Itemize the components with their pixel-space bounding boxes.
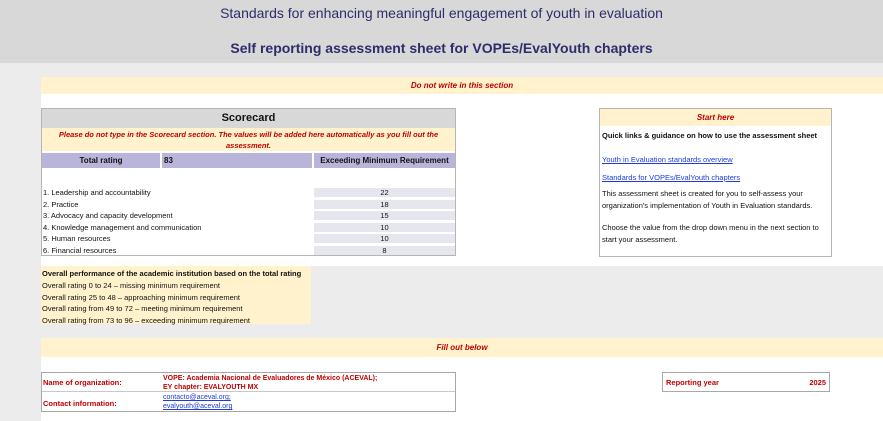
rating-status[interactable]: Exceeding Minimum Requirement bbox=[314, 153, 455, 168]
start-here-heading: Start here bbox=[600, 109, 831, 126]
org-name-line2[interactable]: EY chapter: EVALYOUTH MX bbox=[163, 384, 259, 391]
guide-description: This assessment sheet is created for you to self-assess your organization's implementation of Youth in Evaluation standards. bbox=[602, 189, 813, 210]
scorecard-note: Please do not type in the Scorecard section. The values will be added here automatically as you fill out the assessment. bbox=[42, 128, 455, 151]
do-not-write-banner: Do not write in this section bbox=[41, 77, 883, 94]
overall-title: Overall performance of the academic institution based on the total rating bbox=[42, 269, 302, 278]
guide-instruction: Choose the value from the drop down menu in the next section to start your assessment. bbox=[602, 223, 819, 244]
category-label: 1. Leadership and accountability bbox=[43, 188, 151, 197]
reporting-year-value[interactable]: 2025 bbox=[809, 378, 826, 387]
category-value[interactable]: 8 bbox=[314, 246, 455, 255]
sheet-header bbox=[0, 0, 883, 63]
org-name-line1[interactable]: VOPE: Academia Nacional de Evaluadores de México (ACEVAL); bbox=[163, 375, 378, 382]
reporting-year-label: Reporting year bbox=[666, 378, 719, 387]
overall-item: Overall rating 25 to 48 – approaching minimum requirement bbox=[42, 293, 241, 302]
category-value[interactable]: 22 bbox=[314, 188, 455, 197]
overall-item: Overall rating 0 to 24 – missing minimum requirement bbox=[42, 281, 220, 290]
standards-overview-link[interactable]: Youth in Evaluation standards overview bbox=[602, 155, 733, 164]
reporting-year-field[interactable] bbox=[662, 372, 830, 392]
vope-standards-link[interactable]: Standards for VOPEs/EvalYouth chapters bbox=[602, 173, 741, 182]
contact-label: Contact information: bbox=[43, 399, 117, 408]
category-value[interactable]: 18 bbox=[314, 200, 455, 209]
category-value[interactable]: 10 bbox=[314, 223, 455, 232]
row-divider bbox=[42, 391, 455, 392]
category-value[interactable]: 15 bbox=[314, 211, 455, 220]
scorecard-title: Scorecard bbox=[42, 109, 455, 128]
total-rating-value[interactable]: 83 bbox=[162, 153, 312, 168]
category-label: 5. Human resources bbox=[43, 234, 111, 243]
category-label: 3. Advocacy and capacity development bbox=[43, 211, 173, 220]
organization-info bbox=[41, 372, 456, 412]
category-label: 4. Knowledge management and communication bbox=[43, 223, 202, 232]
contact-email-1[interactable]: contacto@aceval.org; bbox=[163, 394, 231, 401]
category-label: 6. Financial resources bbox=[43, 246, 117, 255]
quick-links-heading: Quick links & guidance on how to use the assessment sheet bbox=[602, 131, 818, 140]
org-name-label: Name of organization: bbox=[43, 378, 122, 387]
scorecard-panel bbox=[41, 108, 456, 256]
sheet-title: Standards for enhancing meaningful engagement of youth in evaluation bbox=[220, 5, 663, 21]
category-label: 2. Practice bbox=[43, 200, 79, 209]
sheet-subtitle: Self reporting assessment sheet for VOPEs/EvalYouth chapters bbox=[230, 40, 653, 56]
overall-item: Overall rating from 73 to 96 – exceeding minimum requirement bbox=[42, 316, 251, 325]
guide-panel bbox=[599, 108, 832, 257]
contact-email-2[interactable]: evalyouth@aceval.org bbox=[163, 403, 233, 410]
category-value[interactable]: 10 bbox=[314, 234, 455, 243]
total-rating-label: Total rating bbox=[42, 153, 160, 168]
overall-performance-legend bbox=[41, 266, 311, 324]
fill-out-banner: Fill out below bbox=[41, 338, 883, 357]
overall-item: Overall rating from 49 to 72 – meeting minimum requirement bbox=[42, 304, 243, 313]
